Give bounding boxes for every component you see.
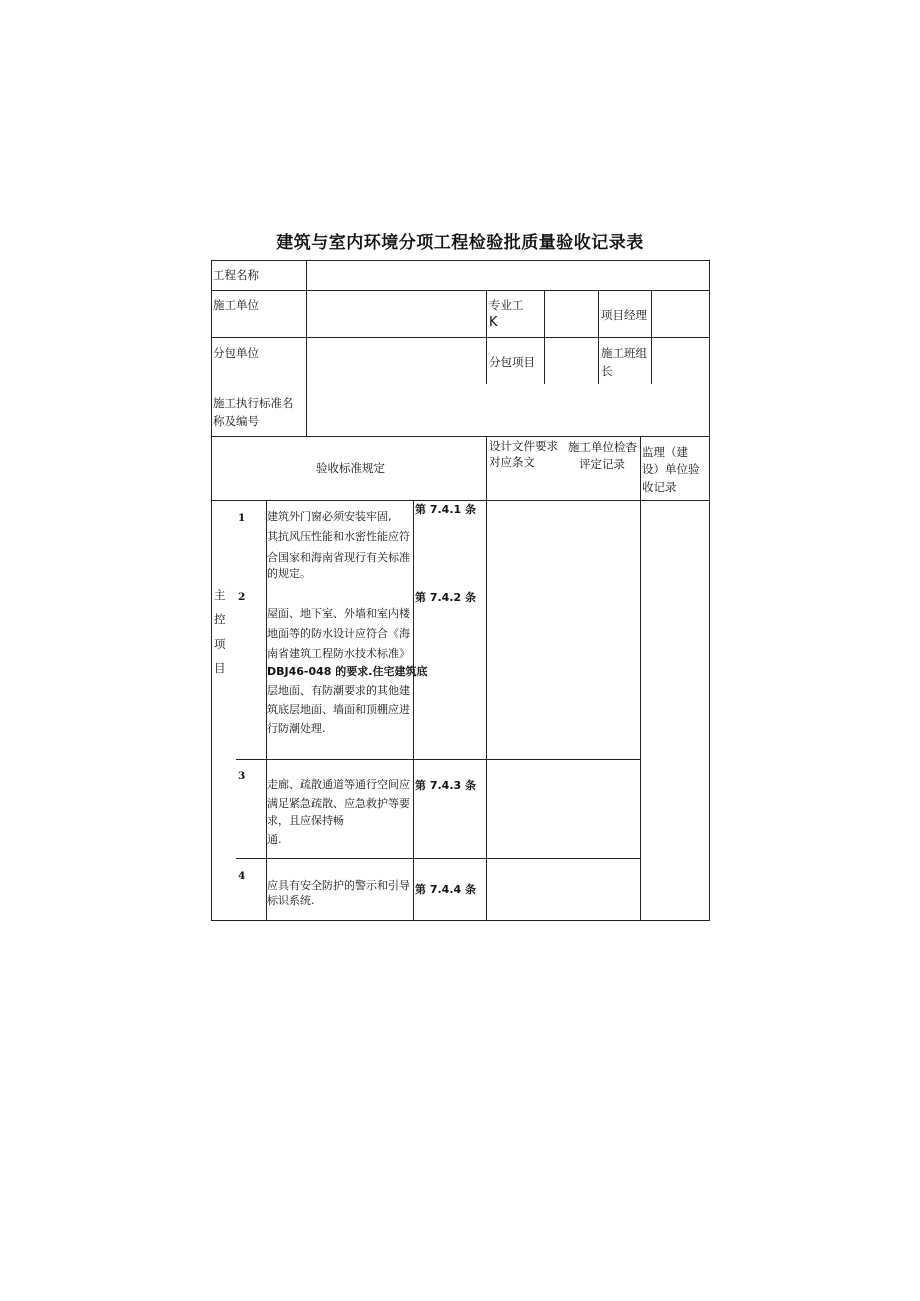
col-divider [306, 260, 307, 437]
col-divider [640, 436, 641, 921]
row-divider [211, 290, 710, 291]
item-text-line: 行防潮处理. [267, 722, 326, 735]
item-text-line: 建筑外门窗必须安装牢固, [267, 510, 392, 523]
table-border-bottom [211, 920, 710, 921]
item-text-line: 满足紧急疏散、应急救护等要 [267, 797, 410, 810]
item-divider [236, 759, 640, 760]
item-number: 4 [238, 870, 246, 882]
col-divider [544, 290, 545, 384]
row-divider [211, 337, 710, 338]
item-text-line: 通. [267, 833, 282, 846]
design-ref-header-cont: 对应条文 [489, 455, 535, 469]
team-leader-label: 施工班组 [601, 346, 647, 360]
table-border-left [211, 260, 212, 921]
subcontract-project-label: 分包项目 [489, 355, 535, 369]
item-text-line: 屋面、地下室、外墙和室内楼 [267, 607, 410, 620]
item-text-line: 合国家和海南省现行有关标准 [267, 551, 410, 564]
contractor-label: 施工单位 [213, 298, 259, 312]
item-text-line: 应具有安全防护的警示和引导 [267, 879, 410, 892]
category-char: 目 [214, 661, 226, 675]
item-divider [236, 858, 640, 859]
item-text-line: 地面等的防水设计应符合《海 [267, 627, 410, 640]
item-clause: 第 7.4.3 条 [415, 779, 476, 792]
design-ref-header: 设计文件要求 [489, 439, 558, 453]
category-char: 控 [214, 612, 226, 626]
col-divider [486, 290, 487, 384]
col-divider [598, 290, 599, 384]
item-text-line: 标识系统. [267, 894, 315, 907]
supervisor-header-cont2: 收记录 [642, 480, 677, 494]
item-text-line: 层地面、有防潮要求的其他建 [267, 684, 410, 697]
item-clause: 第 7.4.2 条 [415, 591, 476, 604]
item-text-line: DBJ46-048 的要求.住宅建筑底 [267, 665, 428, 678]
item-text-line: 筑底层地面、墙面和顶棚应进 [267, 703, 410, 716]
specialty-foreman-label-cont: K [489, 315, 498, 330]
contractor-check-header: 施工单位检杳 [568, 440, 637, 454]
item-number: 2 [238, 591, 246, 603]
supervisor-header-cont: 设）单位验 [642, 462, 700, 476]
contractor-check-header-cont: 评定记录 [579, 457, 625, 471]
standard-label-cont: 称及编号 [213, 414, 259, 428]
item-clause: 第 7.4.4 条 [415, 883, 476, 896]
col-divider [486, 436, 487, 921]
project-name-label: 工程名称 [213, 268, 259, 282]
col-divider [413, 500, 414, 921]
item-text-line: 走廊、疏散通道等通行空间应 [267, 778, 410, 791]
item-number: 1 [238, 512, 246, 524]
project-manager-label: 项目经理 [601, 308, 647, 322]
item-text-line: 南省建筑工程防水技术标准》 [267, 647, 410, 660]
item-number: 3 [238, 770, 246, 782]
item-text-line: 其抗风压性能和水密性能应符 [267, 530, 410, 543]
standard-label: 施工执行标准名 [213, 396, 294, 410]
category-char: 项 [214, 637, 226, 651]
supervisor-header: 监理（建 [642, 445, 688, 459]
team-leader-label-cont: 长 [601, 364, 613, 378]
col-divider [651, 290, 652, 384]
acceptance-standard-header: 验收标准规定 [316, 461, 385, 475]
form-title: 建筑与室内环境分项工程检验批质量验收记录表 [276, 233, 644, 253]
category-char: 主 [214, 588, 226, 602]
specialty-foreman-label: 专业工 [489, 298, 524, 312]
subcontractor-label: 分包单位 [213, 346, 259, 360]
item-text-line: 的规定。 [267, 567, 311, 580]
item-clause: 第 7.4.1 条 [415, 503, 476, 516]
item-text-line: 求，且应保持畅 [267, 814, 344, 827]
table-border-right [709, 260, 710, 921]
table-border-top [211, 260, 710, 261]
